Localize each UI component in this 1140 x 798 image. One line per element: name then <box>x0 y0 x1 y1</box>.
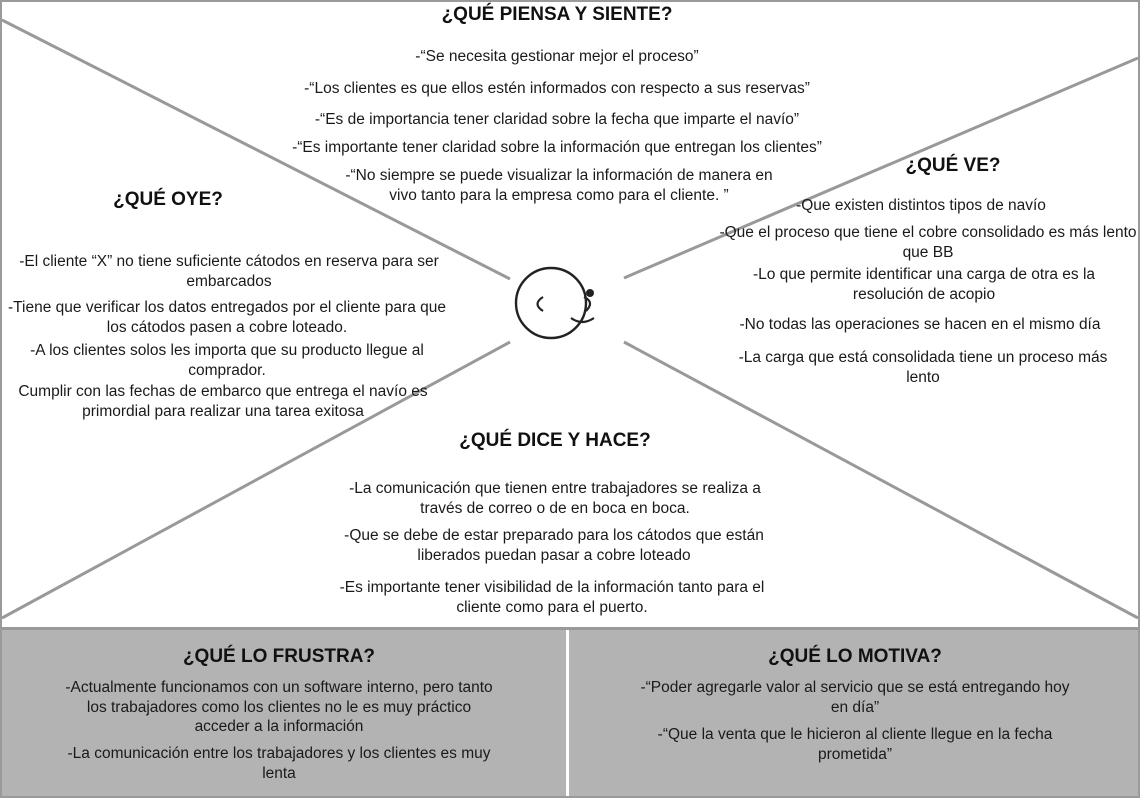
oye-item-1: -El cliente “X” no tiene suficiente cátodos en reserva para ser embarcados <box>19 253 439 290</box>
frustra-item-2: -La comunicación entre los trabajadores y los clientes es muy lenta <box>67 745 491 782</box>
oye-title: ¿QUÉ OYE? <box>113 189 223 210</box>
piensa-siente-item-1: -“Se necesita gestionar mejor el proceso” <box>415 48 699 65</box>
motiva-item-1: -“Poder agregarle valor al servicio que se está entregando hoy en día” <box>640 679 1070 716</box>
dice-hace-item-3: -Es importante tener visibilidad de la información tanto para el cliente como para el puerto. <box>339 579 765 616</box>
motiva-title: ¿QUÉ LO MOTIVA? <box>768 646 942 667</box>
frustra-title: ¿QUÉ LO FRUSTRA? <box>182 646 376 667</box>
ve-item-1: -Que existen distintos tipos de navío <box>796 197 1046 214</box>
oye-item-4: Cumplir con las fechas de embarco que entrega el navío es primordial para realizar una tarea exitosa <box>18 383 428 420</box>
piensa-siente-item-5: -“No siempre se puede visualizar la información de manera en vivo tanto para la empresa como para el cliente. ” <box>345 167 773 204</box>
piensa-siente-item-3: -“Es de importancia tener claridad sobre la fecha que imparte el navío” <box>314 111 800 128</box>
ve-item-4: -No todas las operaciones se hacen en el mismo día <box>739 316 1101 333</box>
oye-item-3: -A los clientes solos les importa que su producto llegue al comprador. <box>30 342 424 379</box>
ve-item-2: -Que el proceso que tiene el cobre consolidado es más lento que BB <box>719 224 1137 261</box>
ve-title: ¿QUÉ VE? <box>905 155 1001 176</box>
piensa-siente-title: ¿QUÉ PIENSA Y SIENTE? <box>441 4 673 25</box>
oye-item-2: -Tiene que verificar los datos entregados por el cliente para que los cátodos pasen a cobre loteado. <box>8 299 446 336</box>
motiva-item-2: -“Que la venta que le hicieron al cliente llegue en la fecha prometida” <box>657 726 1053 763</box>
frustra-item-1: -Actualmente funcionamos con un software interno, pero tanto los trabajadores como los clientes no le es muy práctico acceder a la información <box>65 679 493 735</box>
piensa-siente-item-2: -“Los clientes es que ellos estén informados con respecto a sus reservas” <box>304 80 810 97</box>
dice-hace-title: ¿QUÉ DICE Y HACE? <box>459 430 651 451</box>
piensa-siente-item-4: -“Es importante tener claridad sobre la información que entregan los clientes” <box>292 139 822 156</box>
ve-item-3: -Lo que permite identificar una carga de otra es la resolución de acopio <box>752 266 1096 303</box>
ve-item-5: -La carga que está consolidada tiene un proceso más lento <box>738 349 1108 386</box>
dice-hace-item-2: -Que se debe de estar preparado para los cátodos que están liberados puedan pasar a cobre loteado <box>344 527 764 564</box>
dice-hace-item-1: -La comunicación que tienen entre trabajadores se realiza a través de correo o de en boca en boca. <box>349 480 761 517</box>
